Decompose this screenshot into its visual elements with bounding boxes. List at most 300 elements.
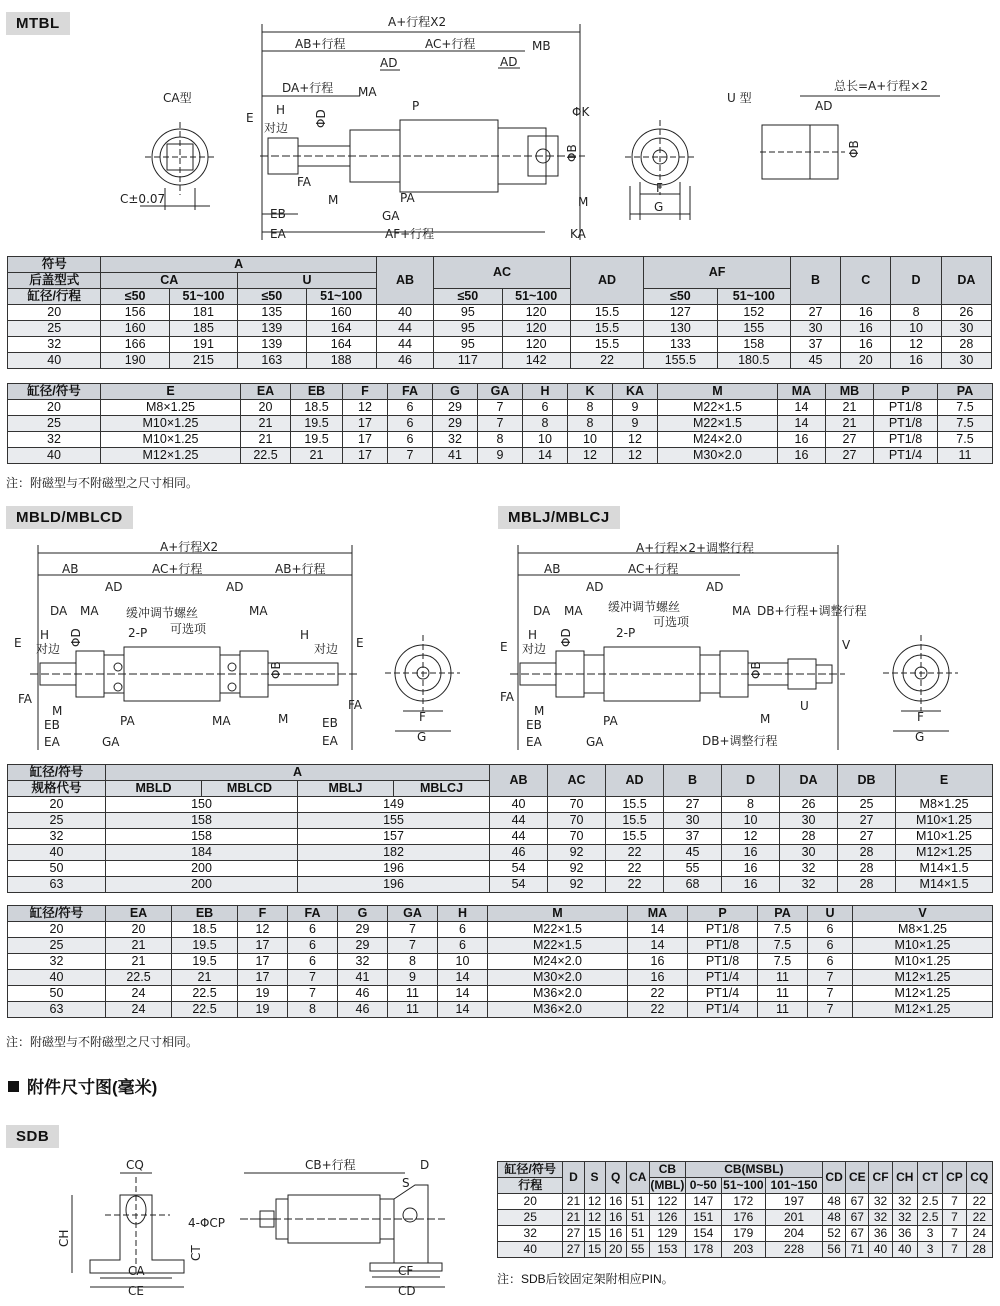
table-cell: 30 xyxy=(790,321,840,337)
table-cell: 92 xyxy=(548,861,606,877)
table-cell: 158 xyxy=(717,337,790,353)
table-cell: 16 xyxy=(722,861,780,877)
table-cell: 40 xyxy=(892,1242,917,1258)
row-label: 32 xyxy=(8,954,106,970)
table-cell: 92 xyxy=(548,877,606,893)
table-cell: 44 xyxy=(376,337,433,353)
table-cell: 9 xyxy=(388,970,438,986)
table-cell: PT1/4 xyxy=(688,970,758,986)
table-cell: PT1/8 xyxy=(688,922,758,938)
table-cell: 7 xyxy=(388,922,438,938)
table-cell: 15 xyxy=(584,1226,605,1242)
column-header: 缸径/符号 xyxy=(8,384,101,400)
table-cell: 139 xyxy=(238,337,306,353)
dimension-label: D xyxy=(420,1158,430,1172)
row-label: 40 xyxy=(498,1242,563,1258)
table-cell: 164 xyxy=(306,337,376,353)
table-row xyxy=(8,337,992,353)
table-cell: 7 xyxy=(478,416,523,432)
mbld-table-1: 缸径/符号 A AB AC AD B D DA DB E 规格代号 MBLD MBLCD MBLJ MBLCJ 20 150 149 40 70 15.5 27 8 26 25 M8×1.25 25 158 155 44 70 15.5 30 10 30 27 M10×1.25 32 158 157 44 70 15.5 37 12 28 27 M10×1.25 40 184 182 46 92 22 45 16 30 28 M12×1.25 50 200 196 54 92 22 55 16 32 28 M14×1.5 63 200 196 54 92 22 68 16 32 28 M14×1.5 xyxy=(7,764,993,893)
dimension-label: AC+行程 xyxy=(425,37,476,51)
dimension-label: KA xyxy=(570,227,586,241)
dimension-label: 总长=A+行程×2 xyxy=(834,79,929,93)
table-cell: 3 xyxy=(917,1242,942,1258)
table-cell: 67 xyxy=(846,1210,869,1226)
row-label: 20 xyxy=(8,922,106,938)
table-cell: 32 xyxy=(338,954,388,970)
row-label: 25 xyxy=(8,416,101,432)
table-row xyxy=(8,922,993,938)
table-cell: 9 xyxy=(613,400,658,416)
dimension-label: EA xyxy=(526,735,542,749)
table-cell: 44 xyxy=(376,321,433,337)
table-cell: 7 xyxy=(808,970,853,986)
table-cell: 184 xyxy=(106,845,298,861)
table-cell: 27 xyxy=(563,1242,584,1258)
table-cell: 71 xyxy=(846,1242,869,1258)
table-cell: 19 xyxy=(238,986,288,1002)
table-cell: 157 xyxy=(298,829,490,845)
table-cell: 40 xyxy=(490,797,548,813)
table-cell: 22.5 xyxy=(172,1002,238,1018)
table-cell: 32 xyxy=(892,1210,917,1226)
table-cell: 197 xyxy=(766,1194,823,1210)
table-cell: 27 xyxy=(563,1226,584,1242)
table-cell: 12 xyxy=(584,1194,605,1210)
table-cell: 12 xyxy=(343,400,388,416)
table-cell: 6 xyxy=(288,954,338,970)
table-row xyxy=(8,845,993,861)
dimension-label: G xyxy=(915,730,925,744)
table-cell: 28 xyxy=(780,829,838,845)
table-row xyxy=(8,938,993,954)
table-cell: 27 xyxy=(838,813,896,829)
table-cell: 10 xyxy=(523,432,568,448)
table-cell: 95 xyxy=(434,321,502,337)
table-cell: 18.5 xyxy=(291,400,343,416)
table-cell: 160 xyxy=(306,305,376,321)
table-cell: 14 xyxy=(628,938,688,954)
table-cell: 19.5 xyxy=(172,954,238,970)
dimension-label: CQ xyxy=(126,1158,144,1172)
table-row xyxy=(8,416,993,432)
table-cell: 32 xyxy=(869,1194,892,1210)
table-cell: 8 xyxy=(891,305,941,321)
dimension-label: PA xyxy=(120,714,135,728)
table-cell: 126 xyxy=(649,1210,685,1226)
dimension-label: CA xyxy=(128,1264,145,1278)
table-cell: 21 xyxy=(563,1194,584,1210)
table-cell: 117 xyxy=(434,353,502,369)
dimension-label: FA xyxy=(18,692,33,706)
column-header: H xyxy=(438,906,488,922)
column-header: F xyxy=(343,384,388,400)
column-header: PA xyxy=(758,906,808,922)
table-cell: 6 xyxy=(388,432,433,448)
table-cell: 32 xyxy=(433,432,478,448)
dimension-label: F xyxy=(419,710,426,724)
column-header: PA xyxy=(938,384,993,400)
column-header: GA xyxy=(478,384,523,400)
dimension-label: DA xyxy=(50,604,68,618)
column-header: FA xyxy=(288,906,338,922)
table-cell: 12 xyxy=(891,337,941,353)
table-cell: 15.5 xyxy=(606,829,664,845)
table-cell: 11 xyxy=(758,986,808,1002)
table-cell: M12×1.25 xyxy=(853,1002,993,1018)
table-cell: 20 xyxy=(106,922,172,938)
dimension-label: S xyxy=(402,1176,410,1190)
table-cell: 22 xyxy=(606,861,664,877)
dimension-label: 对边 xyxy=(264,121,289,135)
table-cell: 18.5 xyxy=(172,922,238,938)
table-cell: 29 xyxy=(338,922,388,938)
dimension-label: MA xyxy=(732,604,751,618)
table-cell: 16 xyxy=(841,337,891,353)
dimension-label: AB+行程 xyxy=(275,562,326,576)
dimension-label: DB+调整行程 xyxy=(702,734,778,748)
table-cell: 22 xyxy=(628,986,688,1002)
table-cell: 20 xyxy=(841,353,891,369)
table-cell: 179 xyxy=(721,1226,765,1242)
table-cell: 27 xyxy=(790,305,840,321)
table-cell: 6 xyxy=(438,922,488,938)
dimension-label: E xyxy=(14,636,22,650)
table-cell: 36 xyxy=(869,1226,892,1242)
table-cell: M8×1.25 xyxy=(853,922,993,938)
section-title: 附件尺寸图(毫米) xyxy=(8,1073,157,1098)
sdb-drawing xyxy=(0,1155,490,1295)
dimension-label: DA+行程 xyxy=(282,81,334,95)
table-cell: 21 xyxy=(826,416,874,432)
table-cell: 7 xyxy=(388,448,433,464)
table-cell: 7 xyxy=(808,1002,853,1018)
table-cell: 188 xyxy=(306,353,376,369)
table-cell: 14 xyxy=(438,986,488,1002)
table-cell: 7.5 xyxy=(758,938,808,954)
table-cell: 8 xyxy=(568,416,613,432)
table-cell: 215 xyxy=(169,353,237,369)
table-cell: 16 xyxy=(841,321,891,337)
table-cell: M12×1.25 xyxy=(853,970,993,986)
table-cell: 7 xyxy=(943,1194,966,1210)
dimension-label: 4-ΦCP xyxy=(188,1216,226,1230)
table-cell: 32 xyxy=(869,1210,892,1226)
table-cell: PT1/4 xyxy=(688,1002,758,1018)
table-cell: 16 xyxy=(841,305,891,321)
column-header: V xyxy=(853,906,993,922)
row-label: 25 xyxy=(8,813,106,829)
dimension-label: MA xyxy=(249,604,268,618)
table-cell: 11 xyxy=(758,970,808,986)
dimension-label: DA xyxy=(533,604,551,618)
row-label: 50 xyxy=(8,986,106,1002)
table-cell: 158 xyxy=(106,813,298,829)
table-cell: 28 xyxy=(838,845,896,861)
dimension-label: MB xyxy=(532,39,551,53)
table-cell: 29 xyxy=(433,400,478,416)
table-cell: 149 xyxy=(298,797,490,813)
row-label: 25 xyxy=(8,938,106,954)
table-cell: 21 xyxy=(291,448,343,464)
dimension-label: E xyxy=(356,636,364,650)
row-label: 40 xyxy=(8,448,101,464)
table-row xyxy=(8,813,993,829)
row-label: 50 xyxy=(8,861,106,877)
table-cell: 6 xyxy=(523,400,568,416)
dimension-label: H xyxy=(40,628,50,642)
table-cell: 11 xyxy=(388,986,438,1002)
table-cell: 14 xyxy=(523,448,568,464)
table-cell: 9 xyxy=(613,416,658,432)
table-cell: 30 xyxy=(780,813,838,829)
dimension-label: AD xyxy=(380,56,398,70)
dimension-label: ΦB xyxy=(749,661,763,679)
dimension-label: AD xyxy=(105,580,123,594)
dimension-label: A+行程X2 xyxy=(160,540,219,554)
table-row xyxy=(8,353,992,369)
table-cell: 26 xyxy=(941,305,991,321)
table-cell: 95 xyxy=(434,337,502,353)
table-cell: 22.5 xyxy=(172,986,238,1002)
mtbl-table-1: 符号 A AB AC AD AF B C D DA 后盖型式 CA U 缸径/行程 ≤50 51~100 ≤50 51~100 ≤50 51~100 ≤50 51~100 20 156 181 135 160 40 95 120 15.5 127 152 27 16 8 26 25 160 185 139 164 44 95 120 15.5 130 155 30 16 10 30 32 166 191 139 164 44 95 120 15.5 133 158 37 16 12 28 40 190 215 163 188 46 117 142 22 155.5 180.5 45 20 16 30 xyxy=(7,256,992,369)
table-cell: 70 xyxy=(548,813,606,829)
table-cell: 12 xyxy=(238,922,288,938)
table-cell: 133 xyxy=(644,337,717,353)
table-cell: 10 xyxy=(438,954,488,970)
table-cell: 11 xyxy=(938,448,993,464)
row-label: 32 xyxy=(8,337,101,353)
table-cell: 176 xyxy=(721,1210,765,1226)
table-cell: 51 xyxy=(626,1210,649,1226)
table-cell: 7 xyxy=(943,1242,966,1258)
table-cell: 7 xyxy=(388,938,438,954)
dimension-label: GA xyxy=(382,209,400,223)
row-label: 20 xyxy=(498,1194,563,1210)
table-cell: 14 xyxy=(628,922,688,938)
table-cell: M24×2.0 xyxy=(658,432,778,448)
table-cell: 28 xyxy=(966,1242,992,1258)
table-cell: 6 xyxy=(288,938,338,954)
table-cell: 10 xyxy=(891,321,941,337)
table-cell: 24 xyxy=(106,1002,172,1018)
table-cell: 37 xyxy=(790,337,840,353)
table-cell: 196 xyxy=(298,877,490,893)
table-cell: 41 xyxy=(338,970,388,986)
table-cell: PT1/8 xyxy=(874,400,938,416)
table-cell: 22 xyxy=(606,845,664,861)
dimension-label: AD xyxy=(226,580,244,594)
dimension-label: A+行程×2+调整行程 xyxy=(636,541,755,555)
table-cell: 6 xyxy=(808,954,853,970)
table-cell: 19.5 xyxy=(291,432,343,448)
dimension-label: MA xyxy=(212,714,231,728)
dimension-label: EB xyxy=(270,207,286,221)
row-label: 63 xyxy=(8,1002,106,1018)
dimension-label: CT xyxy=(189,1245,203,1261)
table-cell: 70 xyxy=(548,829,606,845)
dimension-label: CE xyxy=(128,1284,144,1295)
column-header: P xyxy=(688,906,758,922)
table-cell: 7 xyxy=(943,1226,966,1242)
table-cell: M36×2.0 xyxy=(488,1002,628,1018)
dimension-label: MA xyxy=(80,604,99,618)
table-cell: 52 xyxy=(822,1226,845,1242)
dimension-label: E xyxy=(500,640,508,654)
table-cell: 2.5 xyxy=(917,1194,942,1210)
table-cell: 22 xyxy=(966,1194,992,1210)
table-cell: 12 xyxy=(568,448,613,464)
table-cell: 8 xyxy=(568,400,613,416)
table-cell: 7 xyxy=(808,986,853,1002)
column-header: P xyxy=(874,384,938,400)
table-cell: 8 xyxy=(523,416,568,432)
column-header: EB xyxy=(291,384,343,400)
table-row xyxy=(8,305,992,321)
table-cell: PT1/8 xyxy=(874,416,938,432)
table-cell: 129 xyxy=(649,1226,685,1242)
column-header: KA xyxy=(613,384,658,400)
table-cell: 8 xyxy=(388,954,438,970)
row-label: 20 xyxy=(8,305,101,321)
table-row xyxy=(8,321,992,337)
table-cell: 28 xyxy=(838,877,896,893)
table-cell: 92 xyxy=(548,845,606,861)
table-cell: M30×2.0 xyxy=(488,970,628,986)
table-cell: 70 xyxy=(548,797,606,813)
mtbl-drawing xyxy=(0,10,1000,250)
table-cell: 3 xyxy=(917,1226,942,1242)
dimension-label: 对边 xyxy=(314,642,339,656)
dimension-label: M xyxy=(52,704,63,718)
dim-label: C±0.07 xyxy=(120,192,166,206)
dimension-label: CD xyxy=(398,1284,416,1295)
column-header: M xyxy=(488,906,628,922)
table-cell: M22×1.5 xyxy=(658,416,778,432)
table-cell: 55 xyxy=(664,861,722,877)
table-cell: 22 xyxy=(570,353,643,369)
table-cell: 166 xyxy=(101,337,169,353)
table-cell: 12 xyxy=(584,1210,605,1226)
table-cell: 45 xyxy=(790,353,840,369)
table-cell: M8×1.25 xyxy=(896,797,993,813)
dimension-label: CB+行程 xyxy=(305,1158,356,1172)
table-cell: 28 xyxy=(838,861,896,877)
row-label: 20 xyxy=(8,797,106,813)
table-cell: 40 xyxy=(376,305,433,321)
column-header: MA xyxy=(628,906,688,922)
table-cell: 22.5 xyxy=(241,448,291,464)
dimension-label: 2-P xyxy=(128,626,148,640)
dimension-label: G xyxy=(654,200,664,214)
table-cell: 9 xyxy=(478,448,523,464)
column-header: H xyxy=(523,384,568,400)
table-cell: 130 xyxy=(644,321,717,337)
dimension-label: G xyxy=(417,730,427,744)
table-cell: 15 xyxy=(584,1242,605,1258)
column-header: F xyxy=(238,906,288,922)
table-cell: 21 xyxy=(563,1210,584,1226)
table-cell: 7.5 xyxy=(758,922,808,938)
table-cell: 147 xyxy=(685,1194,721,1210)
table-cell: 55 xyxy=(626,1242,649,1258)
table-cell: 185 xyxy=(169,321,237,337)
table-cell: 14 xyxy=(778,400,826,416)
dimension-label: F xyxy=(917,710,924,724)
dimension-label: ΦB xyxy=(565,144,579,162)
table-cell: 29 xyxy=(433,416,478,432)
dimension-label: ΦD xyxy=(314,109,328,128)
table-cell: 204 xyxy=(766,1226,823,1242)
table-cell: 17 xyxy=(238,970,288,986)
dimension-label: DB+行程+调整行程 xyxy=(757,604,867,618)
dimension-label: 可选项 xyxy=(170,622,207,636)
table-cell: 16 xyxy=(605,1194,626,1210)
dimension-label: FA xyxy=(500,690,515,704)
table-cell: 11 xyxy=(388,1002,438,1018)
row-label: 32 xyxy=(8,432,101,448)
table-cell: M36×2.0 xyxy=(488,986,628,1002)
section-tag-mtbl: MTBL xyxy=(6,12,70,35)
table-cell: 16 xyxy=(722,845,780,861)
table-cell: M30×2.0 xyxy=(658,448,778,464)
table-cell: M8×1.25 xyxy=(101,400,241,416)
table-cell: 51 xyxy=(626,1194,649,1210)
table-cell: 17 xyxy=(343,432,388,448)
dimension-label: AB xyxy=(544,562,561,576)
table-cell: 16 xyxy=(778,432,826,448)
dimension-label: 缓冲调节螺丝 xyxy=(126,606,199,620)
table-cell: M14×1.5 xyxy=(896,877,993,893)
table-cell: 16 xyxy=(628,954,688,970)
mbld-table-2 xyxy=(7,905,993,1018)
table-cell: 8 xyxy=(288,1002,338,1018)
table-row xyxy=(8,970,993,986)
row-label: 32 xyxy=(8,829,106,845)
table-cell: 10 xyxy=(568,432,613,448)
table-cell: 122 xyxy=(649,1194,685,1210)
table-cell: PT1/8 xyxy=(688,954,758,970)
table-cell: 15.5 xyxy=(570,321,643,337)
table-cell: 22.5 xyxy=(106,970,172,986)
table-cell: 21 xyxy=(241,416,291,432)
dimension-label: M xyxy=(578,195,589,209)
table-cell: 17 xyxy=(238,954,288,970)
column-header: MA xyxy=(778,384,826,400)
dimension-label: 2-P xyxy=(616,626,636,640)
table-cell: 16 xyxy=(605,1210,626,1226)
dimension-label: V xyxy=(842,638,851,652)
table-row xyxy=(498,1226,993,1242)
table-cell: 48 xyxy=(822,1194,845,1210)
table-cell: 67 xyxy=(846,1194,869,1210)
table-cell: 56 xyxy=(822,1242,845,1258)
row-label: 40 xyxy=(8,845,106,861)
dimension-label: CH xyxy=(57,1229,71,1247)
dimension-label: PA xyxy=(400,191,415,205)
table-cell: 14 xyxy=(438,970,488,986)
row-label: 40 xyxy=(8,353,101,369)
dimension-label: ΦB xyxy=(847,140,861,158)
table-cell: 21 xyxy=(241,432,291,448)
table-cell: 139 xyxy=(238,321,306,337)
table-cell: 155 xyxy=(298,813,490,829)
table-cell: M12×1.25 xyxy=(896,845,993,861)
table-cell: 28 xyxy=(941,337,991,353)
table-cell: 11 xyxy=(758,1002,808,1018)
dimension-label: H xyxy=(276,103,286,117)
row-label: 25 xyxy=(8,321,101,337)
